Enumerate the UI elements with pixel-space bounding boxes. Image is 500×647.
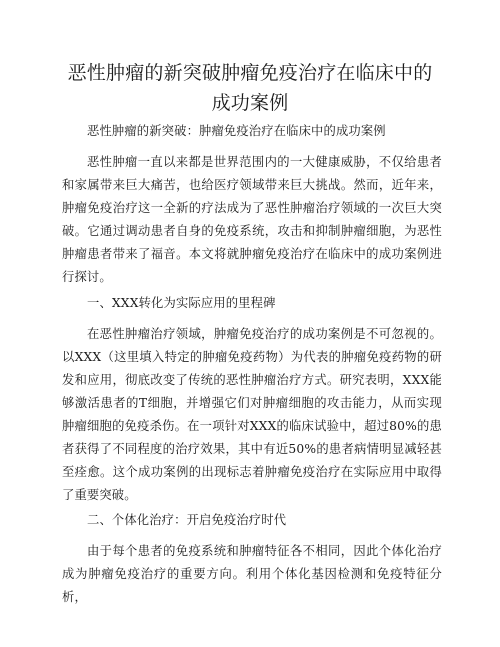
section-heading-1: 一、XXX转化为实际应用的里程碑 [87, 296, 276, 310]
section-1-paragraph: 在恶性肿瘤治疗领域，肿瘤免疫治疗的成功案例是不可忽视的。以XXX（这里填入特定的肿瘤免疫药物）为代表的肿瘤免疫药物的研发和应用，彻底改变了传统的恶性肿瘤治疗方式。研究表明，XXX能够激活患者的T细胞，并增强它们对肿瘤细胞的攻击能力，从而实现肿瘤细胞的免疫杀伤。在一项针对XXX的临床试验中，超过80%的患者获得了不同程度的治疗效果，其中有近50%的患者病情明显减轻甚至痊愈。这个成功案例的出现标志着肿瘤免疫治疗在实际应用中取得了重要突破。 [62, 327, 442, 502]
intro-paragraph: 恶性肿瘤一直以来都是世界范围内的一大健康威胁，不仅给患者和家属带来巨大痛苦，也给医疗领域带来巨大挑战。然而，近年来，肿瘤免疫治疗这一全新的疗法成为了恶性肿瘤治疗领域的一次巨大突破。它通过调动患者自身的免疫系统，攻击和抑制肿瘤细胞，为恶性肿瘤患者带来了福音。本文将就肿瘤免疫治疗在临床中的成功案例进行探讨。 [62, 155, 442, 284]
section-heading-2: 二、个体化治疗：开启免疫治疗时代 [87, 513, 287, 527]
document-subtitle: 恶性肿瘤的新突破：肿瘤免疫治疗在临床中的成功案例 [87, 124, 386, 138]
section-2-paragraph: 由于每个患者的免疫系统和肿瘤特征各不相同，因此个体化治疗成为肿瘤免疫治疗的重要方向。利用个体化基因检测和免疫特征分析， [62, 544, 442, 604]
document-title: 恶性肿瘤的新突破肿瘤免疫治疗在临床中的成功案例 [67, 62, 433, 114]
